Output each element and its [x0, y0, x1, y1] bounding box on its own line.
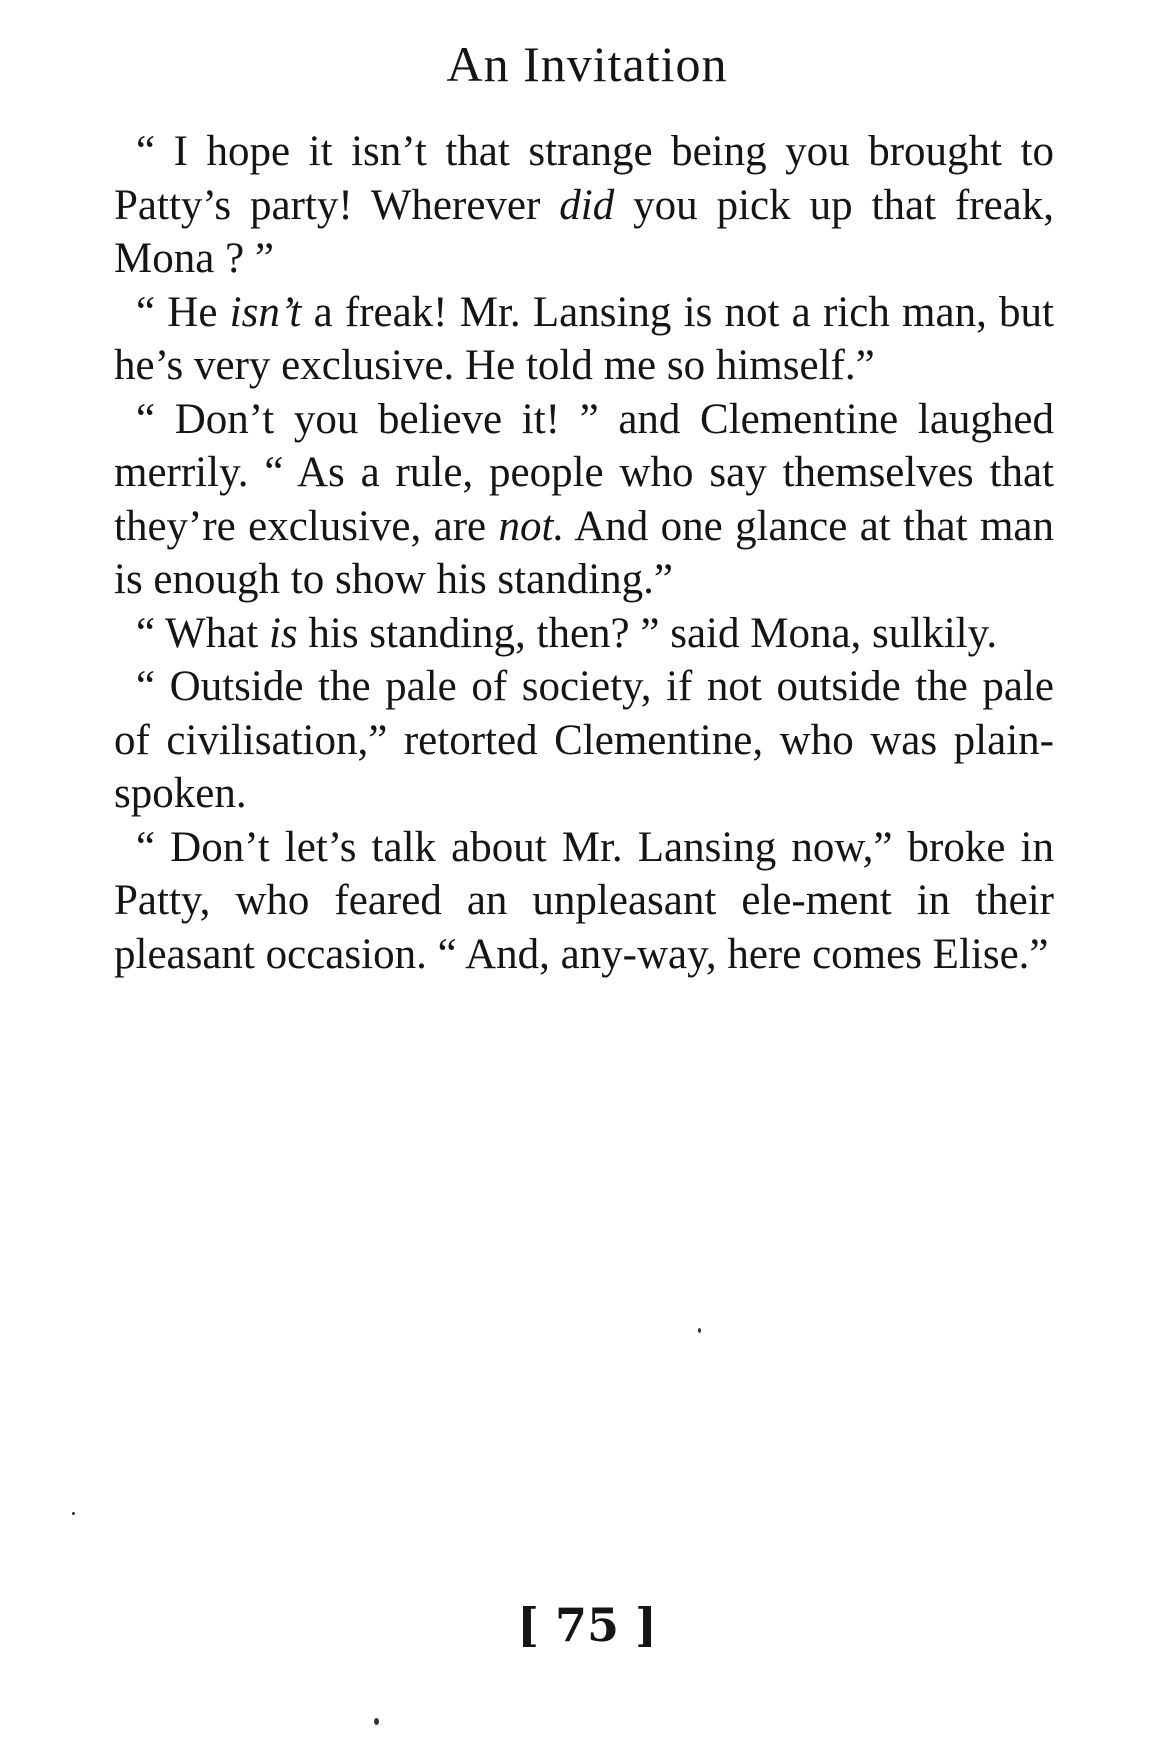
text-run: “ What — [136, 609, 269, 657]
paragraph — [114, 607, 1054, 661]
text-run: a freak! Mr. Lansing is not a rich man, but he’s very exclusive. He told me so himself.” — [114, 288, 1054, 389]
paragraph — [114, 821, 1054, 982]
text-run: “ Don’t let’s talk about Mr. Lansing now,” broke in Patty, who feared an unpleasant ele-ment in their pleasant occasion. “ And, any-way, here comes Elise.” — [114, 823, 1054, 978]
text-run: you pick up that freak, Mona ? ” — [114, 181, 1055, 282]
text-run: “ Outside the pale of society, if not outside the pale of civilisation,” retorted Clementine, who was plain-spoken. — [114, 663, 1054, 817]
paragraph — [114, 393, 1054, 607]
page-number: [ 75 ] — [517, 1598, 657, 1652]
paragraph — [114, 286, 1054, 393]
print-speck — [698, 1328, 701, 1333]
body-text — [114, 125, 1054, 981]
print-speck — [72, 1512, 75, 1515]
print-speck — [374, 1718, 379, 1725]
text-run: And one glance at that man is enough to show his standing.” — [114, 502, 1054, 603]
text-run: “ He — [136, 288, 230, 336]
text-run: his standing, then? ” said Mona, sulkily. — [297, 609, 998, 657]
paragraph — [114, 125, 1054, 286]
emphasis-run: is — [268, 609, 298, 657]
emphasis-run: did — [559, 181, 615, 229]
running-head: An Invitation — [446, 36, 728, 92]
text-run: “ I hope it isn’t that strange being you brought to Patty’s party! Wherever — [114, 128, 1054, 229]
text-run: “ Don’t you believe it! ” and Clementine laughed merrily. “ As a rule, people who say themselves that they’re exclusive, are — [114, 395, 1054, 550]
paragraph — [114, 660, 1054, 821]
emphasis-run: not. — [498, 502, 565, 550]
emphasis-run: isn’t — [229, 288, 302, 336]
